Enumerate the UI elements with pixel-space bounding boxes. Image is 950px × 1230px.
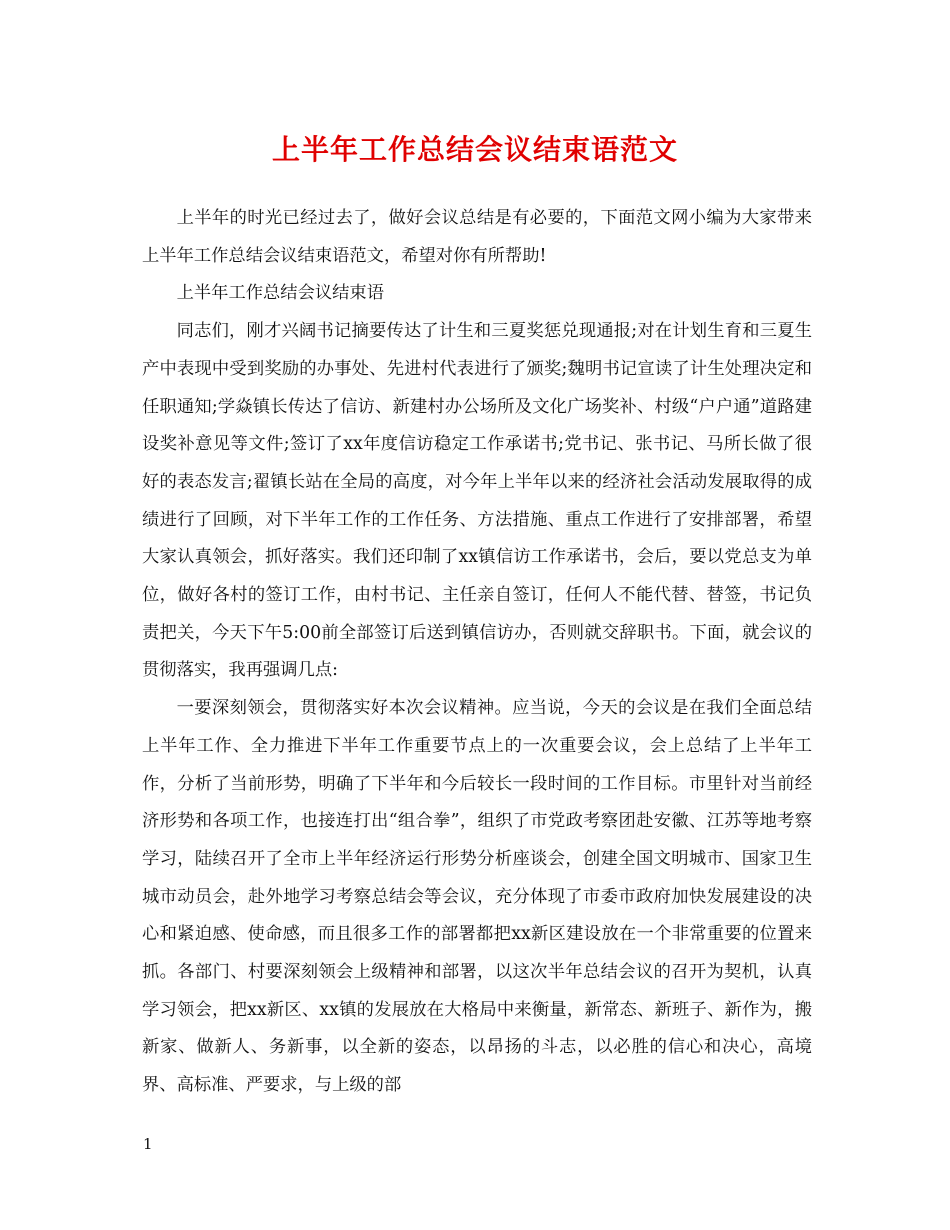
intro-paragraph: 上半年的时光已经过去了，做好会议总结是有必要的，下面范文网小编为大家带来上半年工作总结会议结束语范文，希望对你有所帮助! <box>142 208 812 266</box>
body-paragraph: 一要深刻领会，贯彻落实好本次会议精神。应当说，今天的会议是在我们全面总结上半年工作、全力推进下半年工作重要节点上的一次重要会议，会上总结了上半年工作，分析了当前形势，明确了下半年和今后较长一段时间的工作目标。市里针对当前经济形势和各项工作，也接连打出“组合拳”，组织了市党政考察团赴安徽、江苏等地考察学习，陆续召开了全市上半年经济运行形势分析座谈会，创建全国文明城市、国家卫生城市动员会，赴外地学习考察总结会等会议，充分体现了市委市政府加快发展建设的决心和紧迫感、使命感，而且很多工作的部署都把xx新区建设放在一个非常重要的位置来抓。各部门、村要深刻领会上级精神和部署，以这次半年总结会议的召开为契机，认真学习领会，把xx新区、xx镇的发展放在大格局中来衡量，新常态、新班子、新作为，搬新家、做新人、务新事，以全新的姿态，以昂扬的斗志，以必胜的信心和决心，高境界、高标准、严要求，与上级的部 <box>142 698 812 1096</box>
page-number: 1 <box>143 1135 153 1153</box>
body-paragraph: 同志们，刚才兴阔书记摘要传达了计生和三夏奖惩兑现通报;对在计划生育和三夏生产中表现中受到奖励的办事处、先进村代表进行了颁奖;魏明书记宣读了计生处理决定和任职通知;学焱镇长传达了信访、新建村办公场所及文化广场奖补、村级“户户通”道路建设奖补意见等文件;签订了xx年度信访稳定工作承诺书;党书记、张书记、马所长做了很好的表态发言;翟镇长站在全局的高度，对今年上半年以来的经济社会活动发展取得的成绩进行了回顾，对下半年工作的工作任务、方法措施、重点工作进行了安排部署，希望大家认真领会，抓好落实。我们还印制了xx镇信访工作承诺书，会后，要以党总支为单位，做好各村的签订工作，由村书记、主任亲自签订，任何人不能代替、替签，书记负责把关，今天下午5:00前全部签订后送到镇信访办，否则就交辞职书。下面，就会议的贯彻落实，我再强调几点: <box>142 321 812 681</box>
document-title: 上半年工作总结会议结束语范文 <box>271 133 678 166</box>
document-body <box>142 200 812 1105</box>
section-heading: 上半年工作总结会议结束语 <box>176 283 384 304</box>
